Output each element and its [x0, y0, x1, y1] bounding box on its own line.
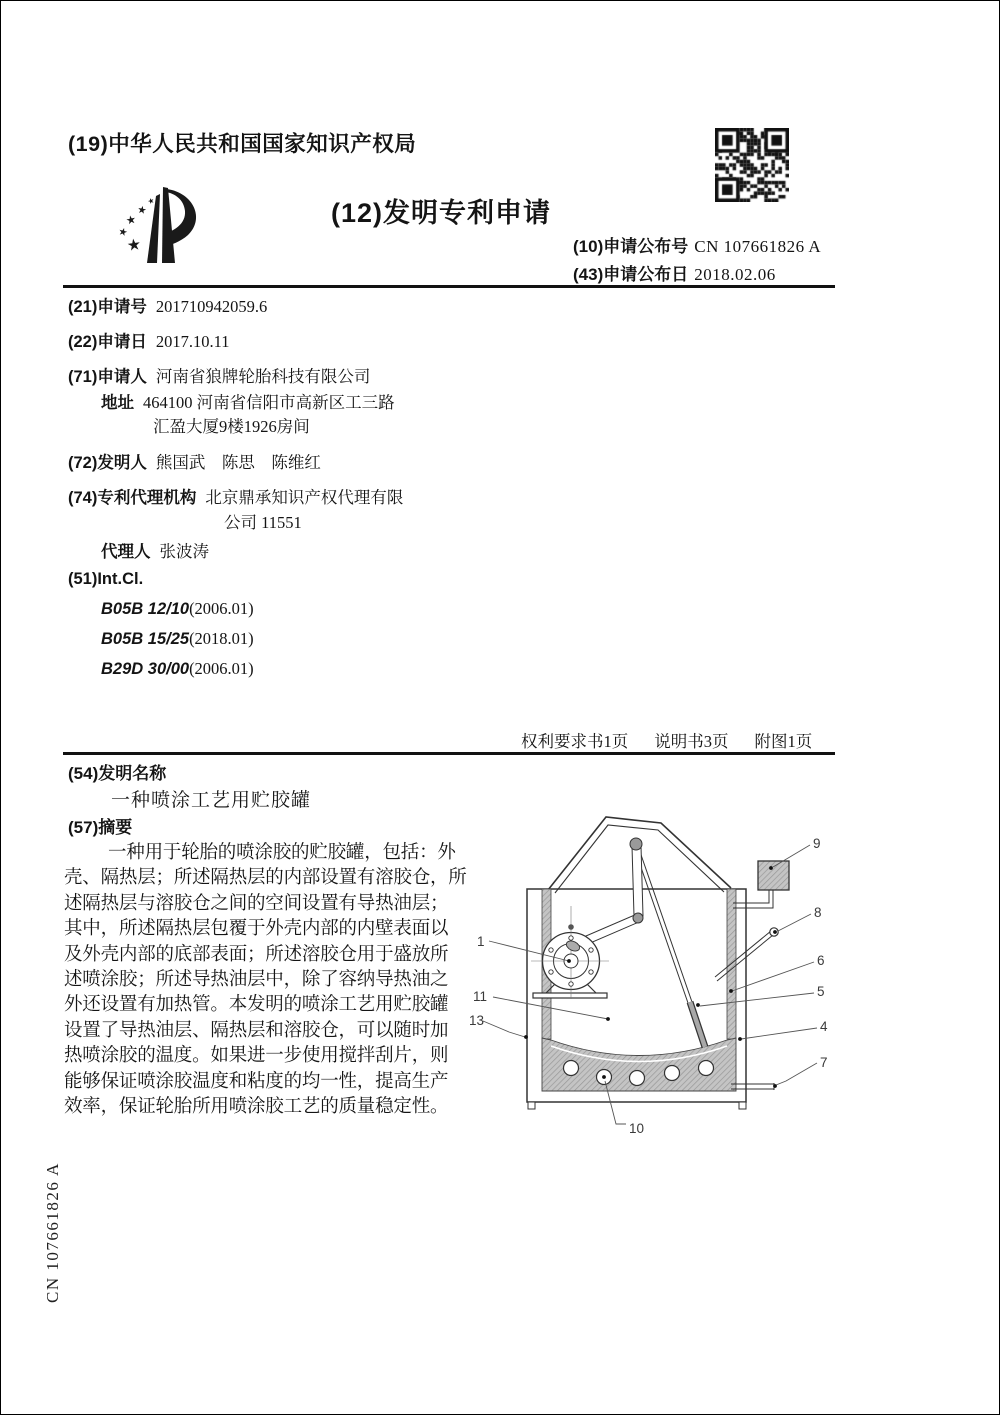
intcl-code-2: B05B 15/25 [101, 630, 190, 648]
intcl-class-row-2 [101, 629, 254, 649]
abstract-line: 能够保证喷涂胶温度和粘度的均一性，提高生产 [64, 1071, 449, 1092]
abstract-label: (57)摘要 [68, 818, 133, 837]
application-number-value: 201710942059.6 [155, 297, 268, 316]
logo-pillars [147, 187, 196, 263]
figure-label-6: 6 [817, 953, 825, 968]
header-divider [63, 285, 835, 288]
logo-stars [118, 197, 154, 251]
intcl-class-row-3 [101, 659, 254, 679]
intcl-class-row-1 [101, 599, 254, 619]
applicant-label: (71)申请人 [68, 368, 147, 386]
agency-label: (74)专利代理机构 [68, 489, 197, 507]
intcl-version-2: (2018.01) [189, 629, 254, 648]
agency-row-2 [224, 509, 302, 533]
abstract-line: 效率，保证轮胎所用喷涂胶工艺的质量稳定性。 [64, 1097, 449, 1118]
publication-date-row [573, 260, 776, 285]
abstract-line: 设置了导热油层、隔热层和溶胶仓，可以随时加 [64, 1020, 449, 1041]
abstract-line: 壳、隔热层；所述隔热层的内部设置有溶胶仓，所 [64, 868, 467, 889]
figure-label-4: 4 [820, 1019, 828, 1034]
drawings-pages: 附图1页 [754, 732, 813, 751]
agency-line1: 北京鼎承知识产权代理有限 [205, 488, 404, 507]
figure-label-8: 8 [814, 905, 822, 920]
publication-number-value: CN 107661826 A [694, 237, 822, 256]
intcl-row [68, 569, 143, 589]
elbow-joint [633, 913, 643, 923]
address-row-2 [153, 413, 310, 437]
section-divider [63, 752, 835, 755]
publication-number-label: (10)申请公布号 [573, 237, 689, 256]
abstract-line: 热喷涂胶的温度。如果进一步使用搅拌刮片，则 [64, 1046, 449, 1067]
figure-label-7: 7 [820, 1055, 828, 1070]
cnipa-logo-icon [104, 179, 229, 284]
top-pulley [630, 838, 642, 850]
invention-title: 一种喷涂工艺用贮胶罐 [111, 790, 312, 811]
publication-date-label: (43)申请公布日 [573, 265, 689, 284]
application-number-row [68, 293, 267, 317]
abstract-line: 其中，所述隔热层包覆于外壳内部的内壁表面以 [64, 919, 449, 940]
office-name: (19)中华人民共和国国家知识产权局 [68, 132, 417, 156]
figure-label-9: 9 [813, 836, 821, 851]
inventors-label: (72)发明人 [68, 454, 147, 472]
abstract-line: 及外壳内部的底部表面；所述溶胶仓用于盛放所 [64, 944, 449, 965]
address-row [101, 389, 395, 413]
application-date-row [68, 328, 229, 352]
application-number-label: (21)申请号 [68, 298, 147, 316]
document-type-title: (12)发明专利申请 [331, 198, 552, 228]
figure-label-10: 10 [629, 1121, 645, 1136]
inventors-row [68, 449, 321, 473]
abstract-line: 一种用于轮胎的喷涂胶的贮胶罐，包括：外 [108, 843, 456, 863]
applicant-value: 河南省狼牌轮胎科技有限公司 [155, 367, 371, 386]
figure-label-1: 1 [477, 934, 485, 949]
agent-value: 张波涛 [159, 542, 209, 561]
agent-row [101, 538, 209, 562]
figure-label-5: 5 [817, 984, 825, 999]
claims-pages: 权利要求书1页 [521, 732, 629, 751]
description-pages: 说明书3页 [654, 732, 729, 751]
inventors-value: 熊国武 陈思 陈维红 [155, 453, 321, 472]
address-line1: 464100 河南省信阳市高新区工三路 [143, 393, 395, 412]
intcl-version-1: (2006.01) [189, 599, 254, 618]
intcl-code-1: B05B 12/10 [101, 600, 190, 618]
publication-number-row [573, 232, 821, 257]
publication-date-value: 2018.02.06 [694, 265, 776, 284]
abstract-line: 述隔热层与溶胶仓之间的空间设置有导热油层； [64, 893, 449, 914]
intcl-label: (51)Int.Cl. [68, 570, 144, 588]
applicant-row [68, 363, 370, 387]
motor-base [533, 993, 607, 998]
patent-figure [469, 794, 861, 1152]
qr-code-icon [715, 128, 789, 202]
invention-title-label: (54)发明名称 [68, 764, 167, 783]
abstract-line: 述喷涂胶；所述导热油层中，除了容纳导热油之 [64, 970, 449, 991]
document-pages-line [521, 728, 812, 752]
motor-top-bolt [568, 924, 574, 930]
application-date-label: (22)申请日 [68, 333, 147, 351]
agent-label: 代理人 [101, 543, 151, 561]
figure-label-13: 13 [469, 1013, 485, 1028]
agency-line2: 公司 11551 [224, 513, 302, 532]
abstract-text [64, 841, 467, 1120]
side-publication-code: CN 107661826 A [43, 1162, 62, 1303]
abstract-line: 外还设置有加热管。本发明的喷涂工艺用贮胶罐 [64, 995, 449, 1016]
application-date-value: 2017.10.11 [155, 332, 230, 351]
intcl-code-3: B29D 30/00 [101, 660, 190, 678]
intcl-version-3: (2006.01) [189, 659, 254, 678]
address-line2: 汇盈大厦9楼1926房间 [153, 417, 310, 436]
figure-label-11: 11 [473, 989, 488, 1004]
agency-row [68, 484, 403, 508]
address-label: 地址 [101, 394, 134, 412]
